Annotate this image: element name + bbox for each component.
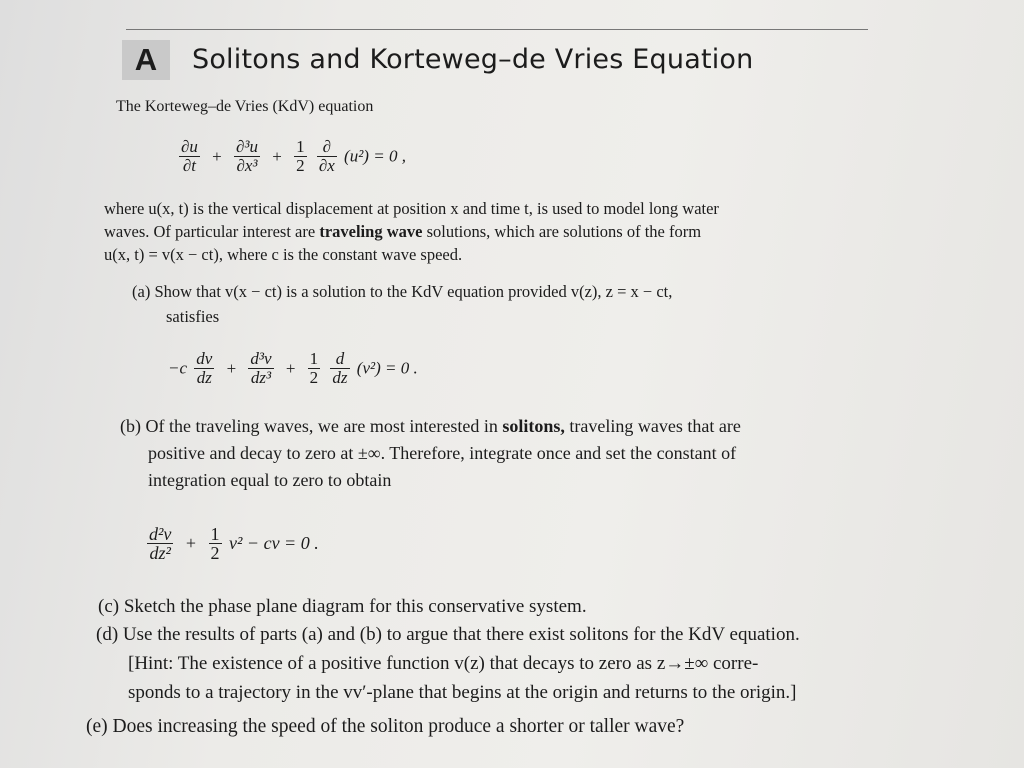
eq2-fraction-1: $\frac{dv}{dz}$ [196,349,213,387]
part-b-line-3: integration equal to zero to obtain [148,470,392,490]
part-b-line-2: positive and decay to zero at ±∞. Therefore, integrate once and set the constant of [148,443,737,463]
kdv-equation: $\frac{\partial u}{\partial t}$ + $\frac{\text{∂³u}}{\text{∂x³}}$ + $\frac{1}{2}$ $\frac{\partial}{\partial x}$ (u²) = 0 , [181,137,406,175]
part-d-line-3: sponds to a trajectory in the vv′-plane that begins at the origin and returns to the origin.] [128,682,797,703]
top-rule [126,29,868,30]
eq3-fraction-2: $\frac{1}{2}$ [210,524,220,563]
eq2-tail: (v²) = 0 . [356,358,418,378]
eq3-fraction-1: $\frac{\text{d²v}}{\text{dz²}}$ [149,524,172,563]
part-a-line-2: satisfies [166,307,220,326]
eq2-fraction-4: $\frac{d}{dz}$ [332,349,348,387]
eq1-fraction-4: $\frac{\partial}{\partial x}$ [318,137,335,175]
para-line-3: u(x, t) = v(x − ct), where c is the constant wave speed. [104,245,463,264]
part-b-line-1: (b) Of the traveling waves, we are most interested in solitons, traveling waves that are [120,416,741,436]
para-line-2: waves. Of particular interest are traveling wave solutions, which are solutions of the form [104,222,702,241]
para-line-1: where u(x, t) is the vertical displacement at position x and time t, is used to model long water [104,199,719,218]
eq1-tail: (u²) = 0 , [344,146,406,166]
part-d-line-1: (d) Use the results of parts (a) and (b) to argue that there exist solitons for the KdV equation. [96,624,800,645]
part-c: (c) Sketch the phase plane diagram for this conservative system. [98,596,587,617]
part-e: (e) Does increasing the speed of the soliton produce a shorter or taller wave? [86,716,685,737]
eq2-fraction-2: $\frac{\text{d³v}}{\text{dz³}}$ [250,349,272,387]
eq2-lead: −c [168,358,188,378]
soliton-equation: $\frac{\text{d²v}}{\text{dz²}}$ + $\frac{1}{2}$ v² − cv = 0 . [149,524,319,563]
part-a-line-1: (a) Show that v(x − ct) is a solution to the KdV equation provided v(z), z = x − ct, [132,282,673,301]
part-d-line-2: [Hint: The existence of a positive function v(z) that decays to zero as z→±∞ corre- [128,653,759,674]
eq2-fraction-3: $\frac{1}{2}$ [309,349,319,387]
traveling-wave-equation: −c $\frac{dv}{dz}$ + $\frac{\text{d³v}}{\text{dz³}}$ + $\frac{1}{2}$ $\frac{d}{dz}$ (v²) = 0 . [168,349,418,387]
eq1-fraction-2: $\frac{\text{∂³u}}{\text{∂x³}}$ [236,137,258,175]
section-title: Solitons and Korteweg–de Vries Equation [192,44,754,75]
section-letter: A [122,40,170,80]
eq1-fraction-3: $\frac{1}{2}$ [296,137,305,175]
eq3-tail: v² − cv = 0 . [229,533,319,553]
eq1-fraction-1: $\frac{\partial u}{\partial t}$ [181,137,198,175]
intro-text: The Korteweg–de Vries (KdV) equation [116,98,374,115]
